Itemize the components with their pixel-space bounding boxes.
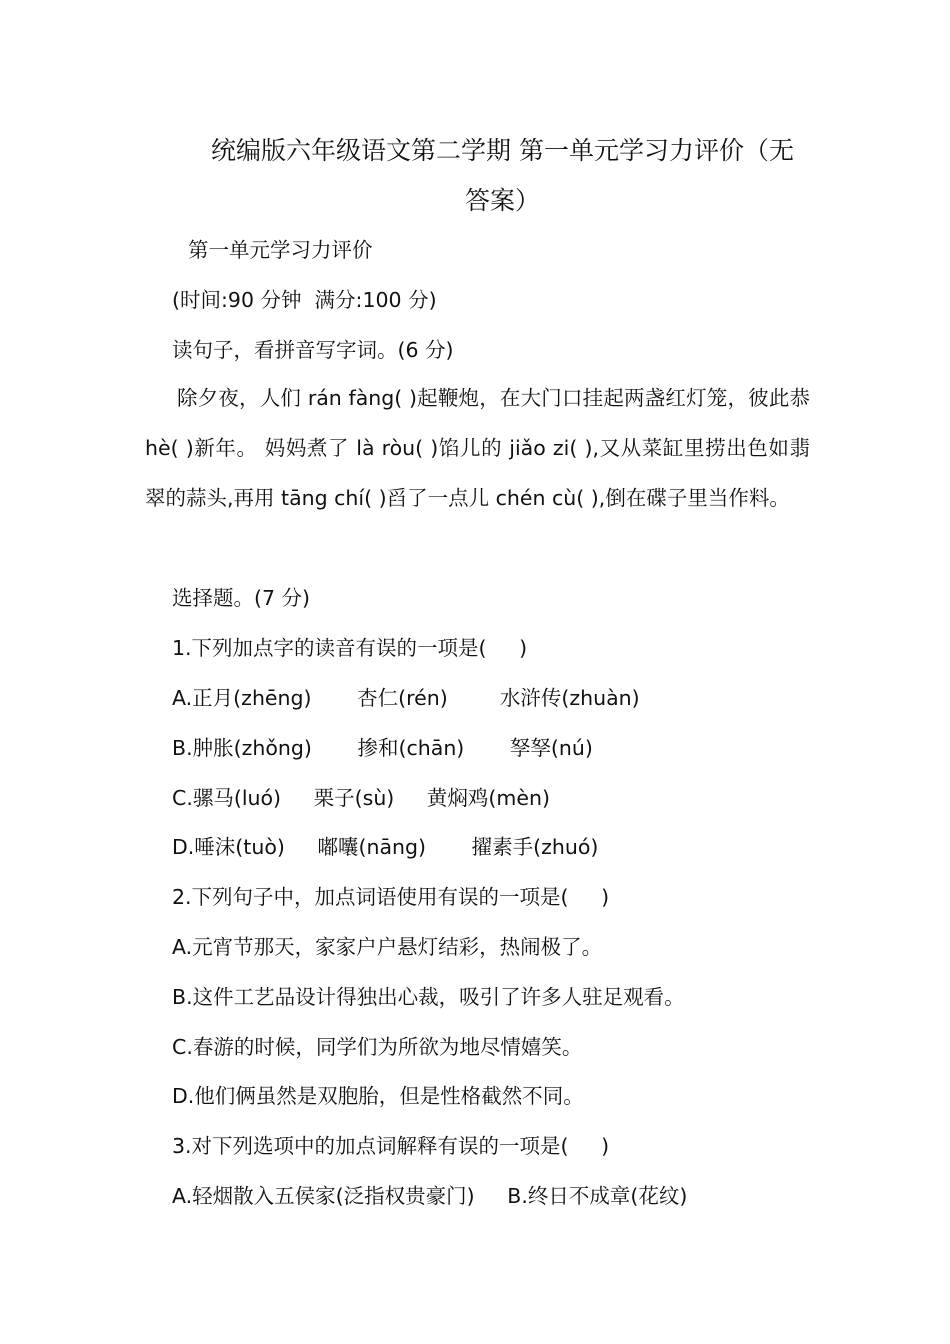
question-1-option-b: B.肿胀(zhǒng) 掺和(chān) 孥孥(nú) xyxy=(172,736,593,760)
question-3-options: A.轻烟散入五侯家(泛指权贵豪门) B.终日不成章(花纹) xyxy=(172,1184,688,1208)
question-3-stem: 3.对下列选项中的加点词解释有误的一项是( ) xyxy=(172,1134,610,1158)
question-1-option-d: D.唾沫(tuò) 嘟囔(nāng) 擢素手(zhuó) xyxy=(172,835,599,859)
question-2-option-d: D.他们俩虽然是双胞胎，但是性格截然不同。 xyxy=(172,1084,584,1108)
section1-passage: 除夕夜，人们 rán fàng( )起鞭炮，在大门口挂起两盏红灯笼，彼此恭 hè( )新年。 妈妈煮了 là ròu( )馅儿的 jiǎo zi( ),又从菜缸里捞出色如翡翠的蒜头,再用 tāng chí( )舀了一点儿 chén cù( ),倒在碟子里当作料。 xyxy=(145,386,810,510)
exam-info: (时间:90 分钟 满分:100 分) xyxy=(172,288,437,312)
question-2-stem: 2.下列句子中，加点词语使用有误的一项是( ) xyxy=(172,885,610,909)
question-2-option-c: C.春游的时候，同学们为所欲为地尽情嬉笑。 xyxy=(172,1035,583,1059)
section1-heading: 读句子，看拼音写字词。(6 分) xyxy=(172,338,454,362)
question-1-option-a: A.正月(zhēng) 杏仁(rén) 水浒传(zhuàn) xyxy=(172,686,640,710)
subtitle: 第一单元学习力评价 xyxy=(188,238,373,262)
title-line-2: 答案） xyxy=(464,186,540,215)
question-1-stem: 1.下列加点字的读音有误的一项是( ) xyxy=(172,636,528,660)
title-line-1: 统编版六年级语文第二学期 第一单元学习力评价（无 xyxy=(211,136,794,165)
question-1-option-c: C.骡马(luó) 栗子(sù) 黄焖鸡(mèn) xyxy=(172,786,550,810)
question-2-option-a: A.元宵节那天，家家户户悬灯结彩，热闹极了。 xyxy=(172,935,603,959)
question-2-option-b: B.这件工艺品设计得独出心裁，吸引了许多人驻足观看。 xyxy=(172,985,685,1009)
section2-heading: 选择题。(7 分) xyxy=(172,586,311,610)
document-title xyxy=(145,126,860,226)
